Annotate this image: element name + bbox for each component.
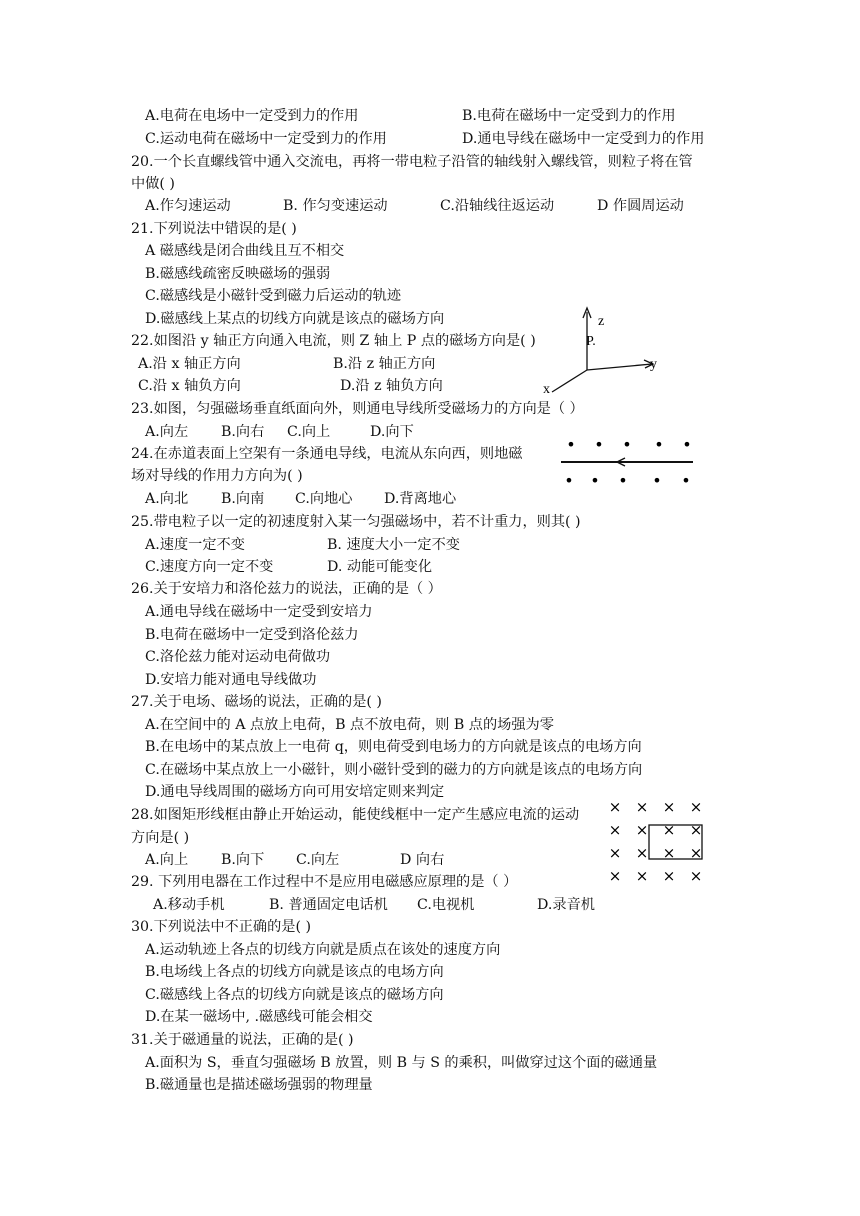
- text-line: 24.在赤道表面上空架有一条通电导线，电流从东向西，则地磁: [131, 446, 523, 462]
- field-dot: •: [681, 471, 691, 490]
- text-line: D 向右: [400, 852, 445, 868]
- text-line: D.背离地心: [384, 491, 457, 507]
- field-dot: •: [594, 435, 604, 454]
- text-line: D.通电导线在磁场中一定受到力的作用: [462, 131, 705, 147]
- text-line: B.电场线上各点的切线方向就是该点的电场方向: [145, 964, 444, 980]
- text-line: C.向上: [287, 424, 331, 440]
- text-line: A.移动手机: [153, 897, 225, 913]
- text-line: A.向左: [145, 424, 189, 440]
- text-line: B.电荷在磁场中一定受到洛伦兹力: [145, 627, 359, 643]
- field-cross: ×: [662, 798, 676, 816]
- text-line: C.在磁场中某点放上一小磁针，则小磁针受到的磁力的方向就是该点的电场方向: [145, 762, 643, 778]
- text-line: D.向下: [370, 424, 414, 440]
- text-line: 中做( ): [131, 176, 175, 192]
- text-line: 20.一个长直螺线管中通入交流电，再将一带电粒子沿管的轴线射入螺线管，则粒子将在管: [131, 154, 693, 170]
- coil-field-diagram: [600, 795, 710, 890]
- text-line: C.沿轴线往返运动: [440, 198, 555, 214]
- text-line: A.沿 x 轴正方向: [138, 356, 241, 372]
- text-line: A.通电导线在磁场中一定受到安培力: [145, 604, 373, 620]
- text-line: D.沿 z 轴负方向: [340, 378, 443, 394]
- text-line: C.速度方向一定不变: [145, 559, 274, 575]
- field-cross: ×: [608, 867, 622, 885]
- text-line: A.作匀速运动: [145, 198, 231, 214]
- text-line: B.向右: [221, 424, 265, 440]
- top-dot-row: [566, 435, 691, 454]
- field-dot: •: [652, 471, 662, 490]
- field-cross: ×: [635, 798, 649, 816]
- field-cross: ×: [635, 867, 649, 885]
- text-line: C.沿 x 轴负方向: [138, 378, 241, 394]
- text-line: B.磁感线疏密反映磁场的强弱: [145, 266, 331, 282]
- text-line: A 磁感线是闭合曲线且互不相交: [145, 243, 345, 259]
- text-line: C.向地心: [295, 491, 353, 507]
- text-line: D.通电导线周围的磁场方向可用安培定则来判定: [145, 784, 445, 800]
- text-line: B.磁通量也是描述磁场强弱的物理量: [145, 1077, 373, 1093]
- text-line: 方向是( ): [131, 830, 190, 846]
- field-dot: •: [566, 435, 576, 454]
- wire-field-diagram: [555, 432, 700, 492]
- text-line: B.向南: [221, 491, 265, 507]
- field-cross: ×: [608, 821, 622, 839]
- bottom-dot-row: [564, 471, 690, 490]
- field-cross: ×: [689, 867, 703, 885]
- text-line: A.运动轨迹上各点的切线方向就是质点在该处的速度方向: [145, 942, 501, 958]
- field-cross: ×: [608, 844, 622, 862]
- text-line: B.向下: [221, 852, 265, 868]
- y-axis-label: y: [650, 357, 657, 372]
- field-cross: ×: [608, 798, 622, 816]
- text-line: D.磁感线上某点的切线方向就是该点的磁场方向: [145, 311, 445, 327]
- text-line: 21.下列说法中错误的是( ): [131, 221, 297, 237]
- text-line: D. 动能可能变化: [327, 559, 433, 575]
- text-line: 30.下列说法中不正确的是( ): [131, 919, 312, 935]
- p-point-label: P.: [586, 334, 596, 349]
- text-line: B.沿 z 轴正方向: [333, 356, 436, 372]
- text-line: D.录音机: [537, 897, 595, 913]
- text-line: A.电荷在电场中一定受到力的作用: [145, 108, 359, 124]
- text-line: 28.如图矩形线框由静止开始运动，能使线框中一定产生感应电流的运动: [131, 807, 580, 823]
- text-line: A.速度一定不变: [145, 537, 245, 553]
- text-line: 23.如图，匀强磁场垂直纸面向外，则通电导线所受磁场力的方向是（ ）: [131, 401, 584, 417]
- axes-diagram: [540, 300, 680, 400]
- text-line: C.运动电荷在磁场中一定受到力的作用: [145, 131, 387, 147]
- text-line: 31.关于磁通量的说法，正确的是( ): [131, 1032, 354, 1048]
- field-cross: ×: [635, 844, 649, 862]
- field-cross: ×: [689, 821, 703, 839]
- field-cross: ×: [689, 844, 703, 862]
- field-cross: ×: [689, 798, 703, 816]
- field-dot: •: [590, 471, 600, 490]
- x-axis-label: x: [543, 382, 550, 397]
- text-line: B. 普通固定电话机: [269, 897, 388, 913]
- text-line: C.向左: [296, 852, 340, 868]
- field-dot: •: [618, 471, 628, 490]
- text-line: B.在电场中的某点放上一电荷 q，则电荷受到电场力的方向就是该点的电场方向: [145, 739, 642, 755]
- text-line: D 作圆周运动: [597, 198, 684, 214]
- field-dot: •: [654, 435, 664, 454]
- text-line: A.向北: [145, 491, 189, 507]
- text-line: D.安培力能对通电导线做功: [145, 672, 317, 688]
- field-cross: ×: [662, 867, 676, 885]
- text-line: B. 速度大小一定不变: [327, 537, 460, 553]
- field-dot: •: [622, 435, 632, 454]
- text-line: 22.如图沿 y 轴正方向通入电流，则 Z 轴上 P 点的磁场方向是( ): [131, 333, 536, 349]
- text-line: 29. 下列用电器在工作过程中不是应用电磁感应原理的是（ ）: [131, 874, 518, 890]
- field-dot: •: [564, 471, 574, 490]
- text-line: C.磁感线是小磁针受到磁力后运动的轨迹: [145, 288, 402, 304]
- text-line: A.向上: [145, 852, 189, 868]
- text-line: A.在空间中的 A 点放上电荷，B 点不放电荷，则 B 点的场强为零: [145, 717, 554, 733]
- field-cross: ×: [635, 821, 649, 839]
- text-line: A.面积为 S，垂直匀强磁场 B 放置，则 B 与 S 的乘积，叫做穿过这个面的磁通量: [145, 1055, 658, 1071]
- text-line: 27.关于电场、磁场的说法，正确的是( ): [131, 694, 382, 710]
- text-line: C.电视机: [417, 897, 475, 913]
- text-line: 场对导线的作用力方向为( ): [131, 468, 303, 484]
- text-line: B. 作匀变速运动: [283, 198, 388, 214]
- text-line: 25.带电粒子以一定的初速度射入某一匀强磁场中，若不计重力，则其( ): [131, 514, 581, 530]
- text-line: D.在某一磁场中, .磁感线可能会相交: [145, 1009, 373, 1025]
- text-line: 26.关于安培力和洛伦兹力的说法，正确的是（ ）: [131, 581, 442, 597]
- text-line: C.洛伦兹力能对运动电荷做功: [145, 649, 331, 665]
- text-line: B.电荷在磁场中一定受到力的作用: [462, 108, 676, 124]
- field-dot: •: [682, 435, 692, 454]
- text-line: C.磁感线上各点的切线方向就是该点的磁场方向: [145, 987, 444, 1003]
- field-cross: ×: [662, 844, 676, 862]
- z-axis-label: z: [598, 314, 605, 329]
- field-cross: ×: [662, 821, 676, 839]
